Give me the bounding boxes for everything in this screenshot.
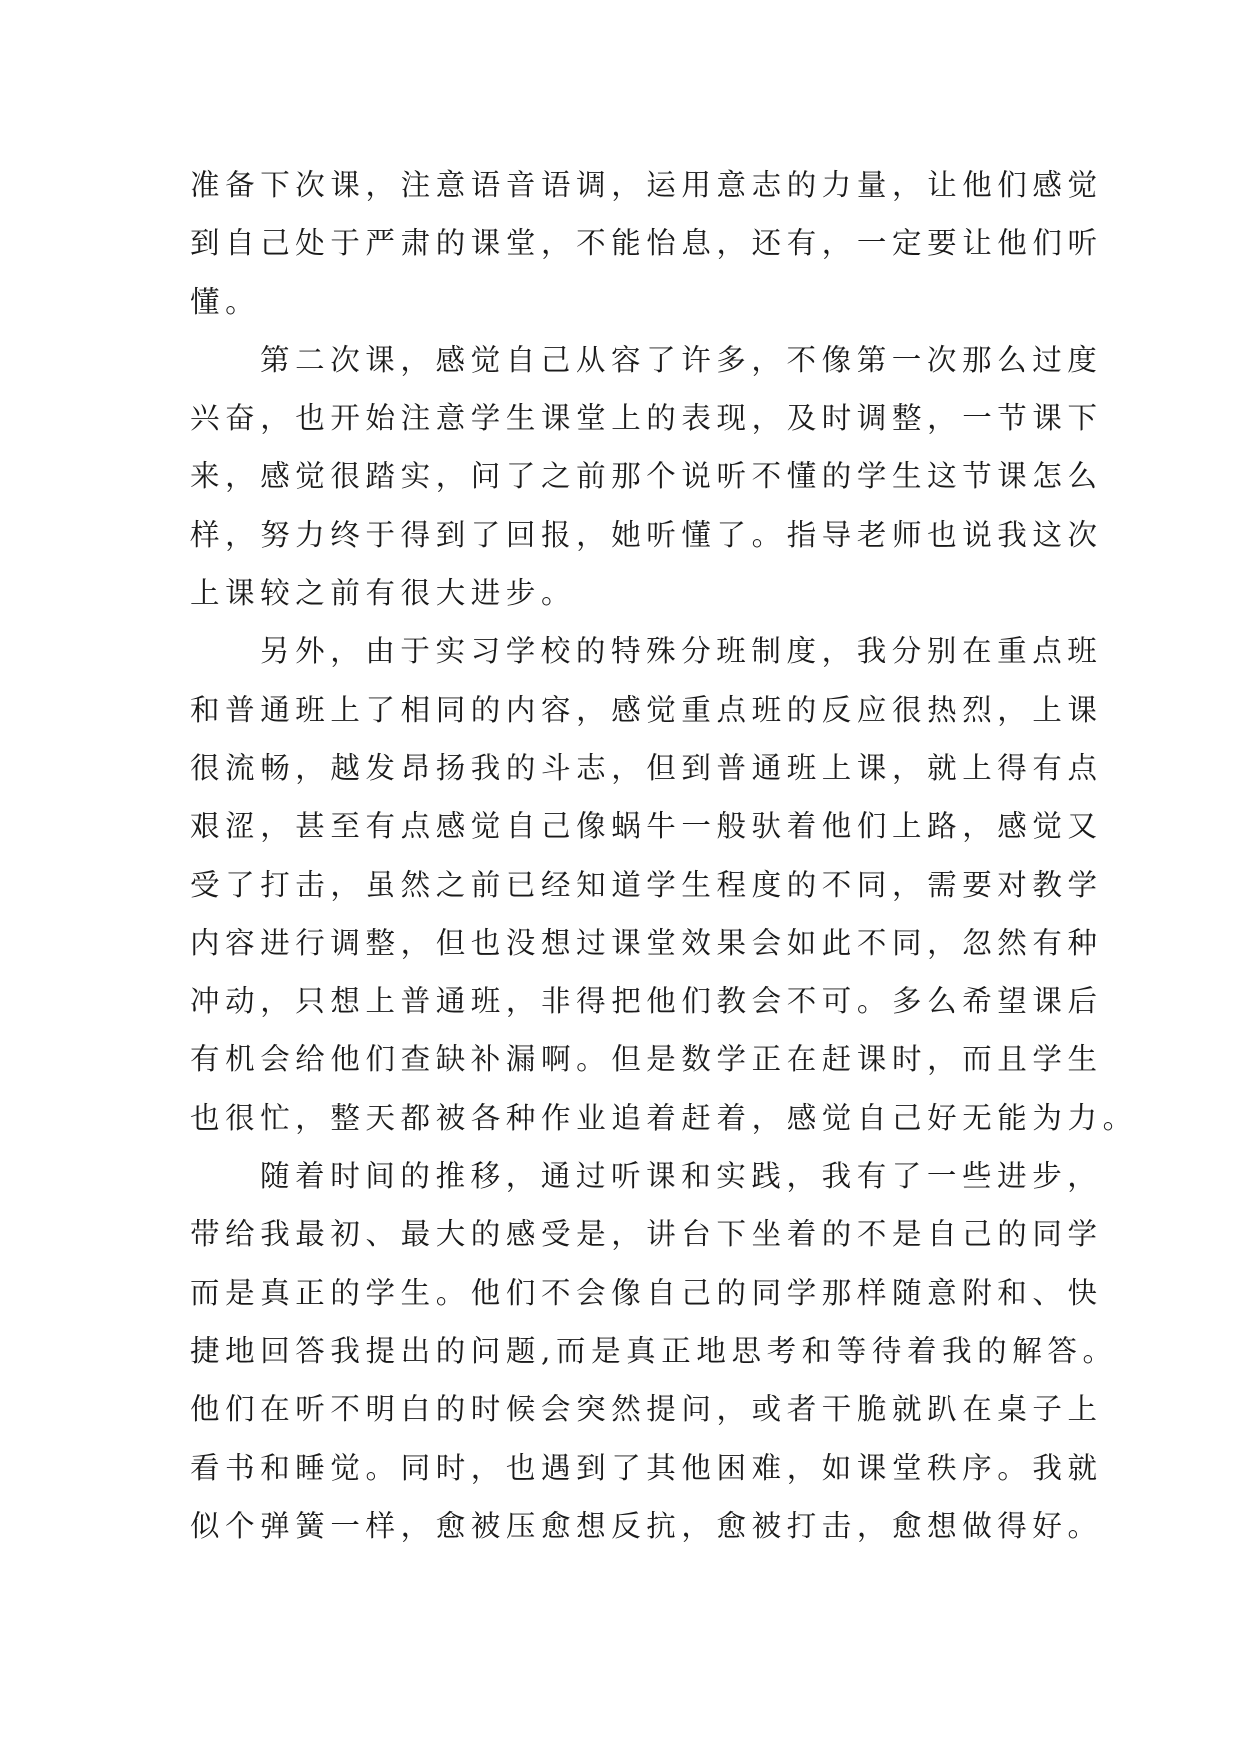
text-line: 似个弹簧一样，愈被压愈想反抗，愈被打击，愈想做得好。	[190, 1508, 1103, 1543]
text-line: 内容进行调整，但也没想过课堂效果会如此不同，忽然有种	[190, 925, 1103, 960]
text-line: 和普通班上了相同的内容，感觉重点班的反应很热烈，上课	[190, 692, 1103, 727]
text-line: 看书和睡觉。同时，也遇到了其他困难，如课堂秩序。我就	[190, 1450, 1103, 1485]
text-line: 捷地回答我提出的问题,而是真正地思考和等待着我的解答。	[190, 1333, 1118, 1368]
paragraph-first-line: 随着时间的推移，通过听课和实践，我有了一些进步，	[260, 1159, 1103, 1194]
text-line: 准备下次课，注意语音语调，运用意志的力量，让他们感觉	[190, 168, 1103, 202]
text-line: 很流畅，越发昂扬我的斗志，但到普通班上课，就上得有点	[190, 750, 1103, 785]
text-line: 样，努力终于得到了回报，她听懂了。指导老师也说我这次	[190, 517, 1103, 552]
body-text	[190, 156, 1138, 1555]
paragraph-first-line: 第二次课，感觉自己从容了许多，不像第一次那么过度	[260, 342, 1103, 377]
text-line: 懂。	[190, 284, 261, 319]
paragraph-first-line: 另外，由于实习学校的特殊分班制度，我分别在重点班	[260, 634, 1103, 669]
text-line: 带给我最初、最大的感受是，讲台下坐着的不是自己的同学	[190, 1217, 1103, 1252]
text-line: 有机会给他们查缺补漏啊。但是数学正在赶课时，而且学生	[190, 1042, 1103, 1077]
text-line: 他们在听不明白的时候会突然提问，或者干脆就趴在桌子上	[190, 1392, 1103, 1427]
text-line: 到自己处于严肃的课堂，不能怡息，还有，一定要让他们听	[190, 226, 1103, 261]
text-line: 也很忙，整天都被各种作业追着赶着，感觉自己好无能为力。	[190, 1100, 1138, 1135]
text-line: 冲动，只想上普通班，非得把他们教会不可。多么希望课后	[190, 984, 1103, 1019]
text-line: 艰涩，甚至有点感觉自己像蜗牛一般驮着他们上路，感觉又	[190, 809, 1103, 844]
text-line: 兴奋，也开始注意学生课堂上的表现，及时调整，一节课下	[190, 401, 1103, 436]
text-line: 而是真正的学生。他们不会像自己的同学那样随意附和、快	[190, 1275, 1103, 1310]
text-line: 受了打击，虽然之前已经知道学生程度的不同，需要对教学	[190, 867, 1103, 902]
text-line: 来，感觉很踏实，问了之前那个说听不懂的学生这节课怎么	[190, 459, 1103, 494]
text-line: 上课较之前有很大进步。	[190, 576, 577, 611]
